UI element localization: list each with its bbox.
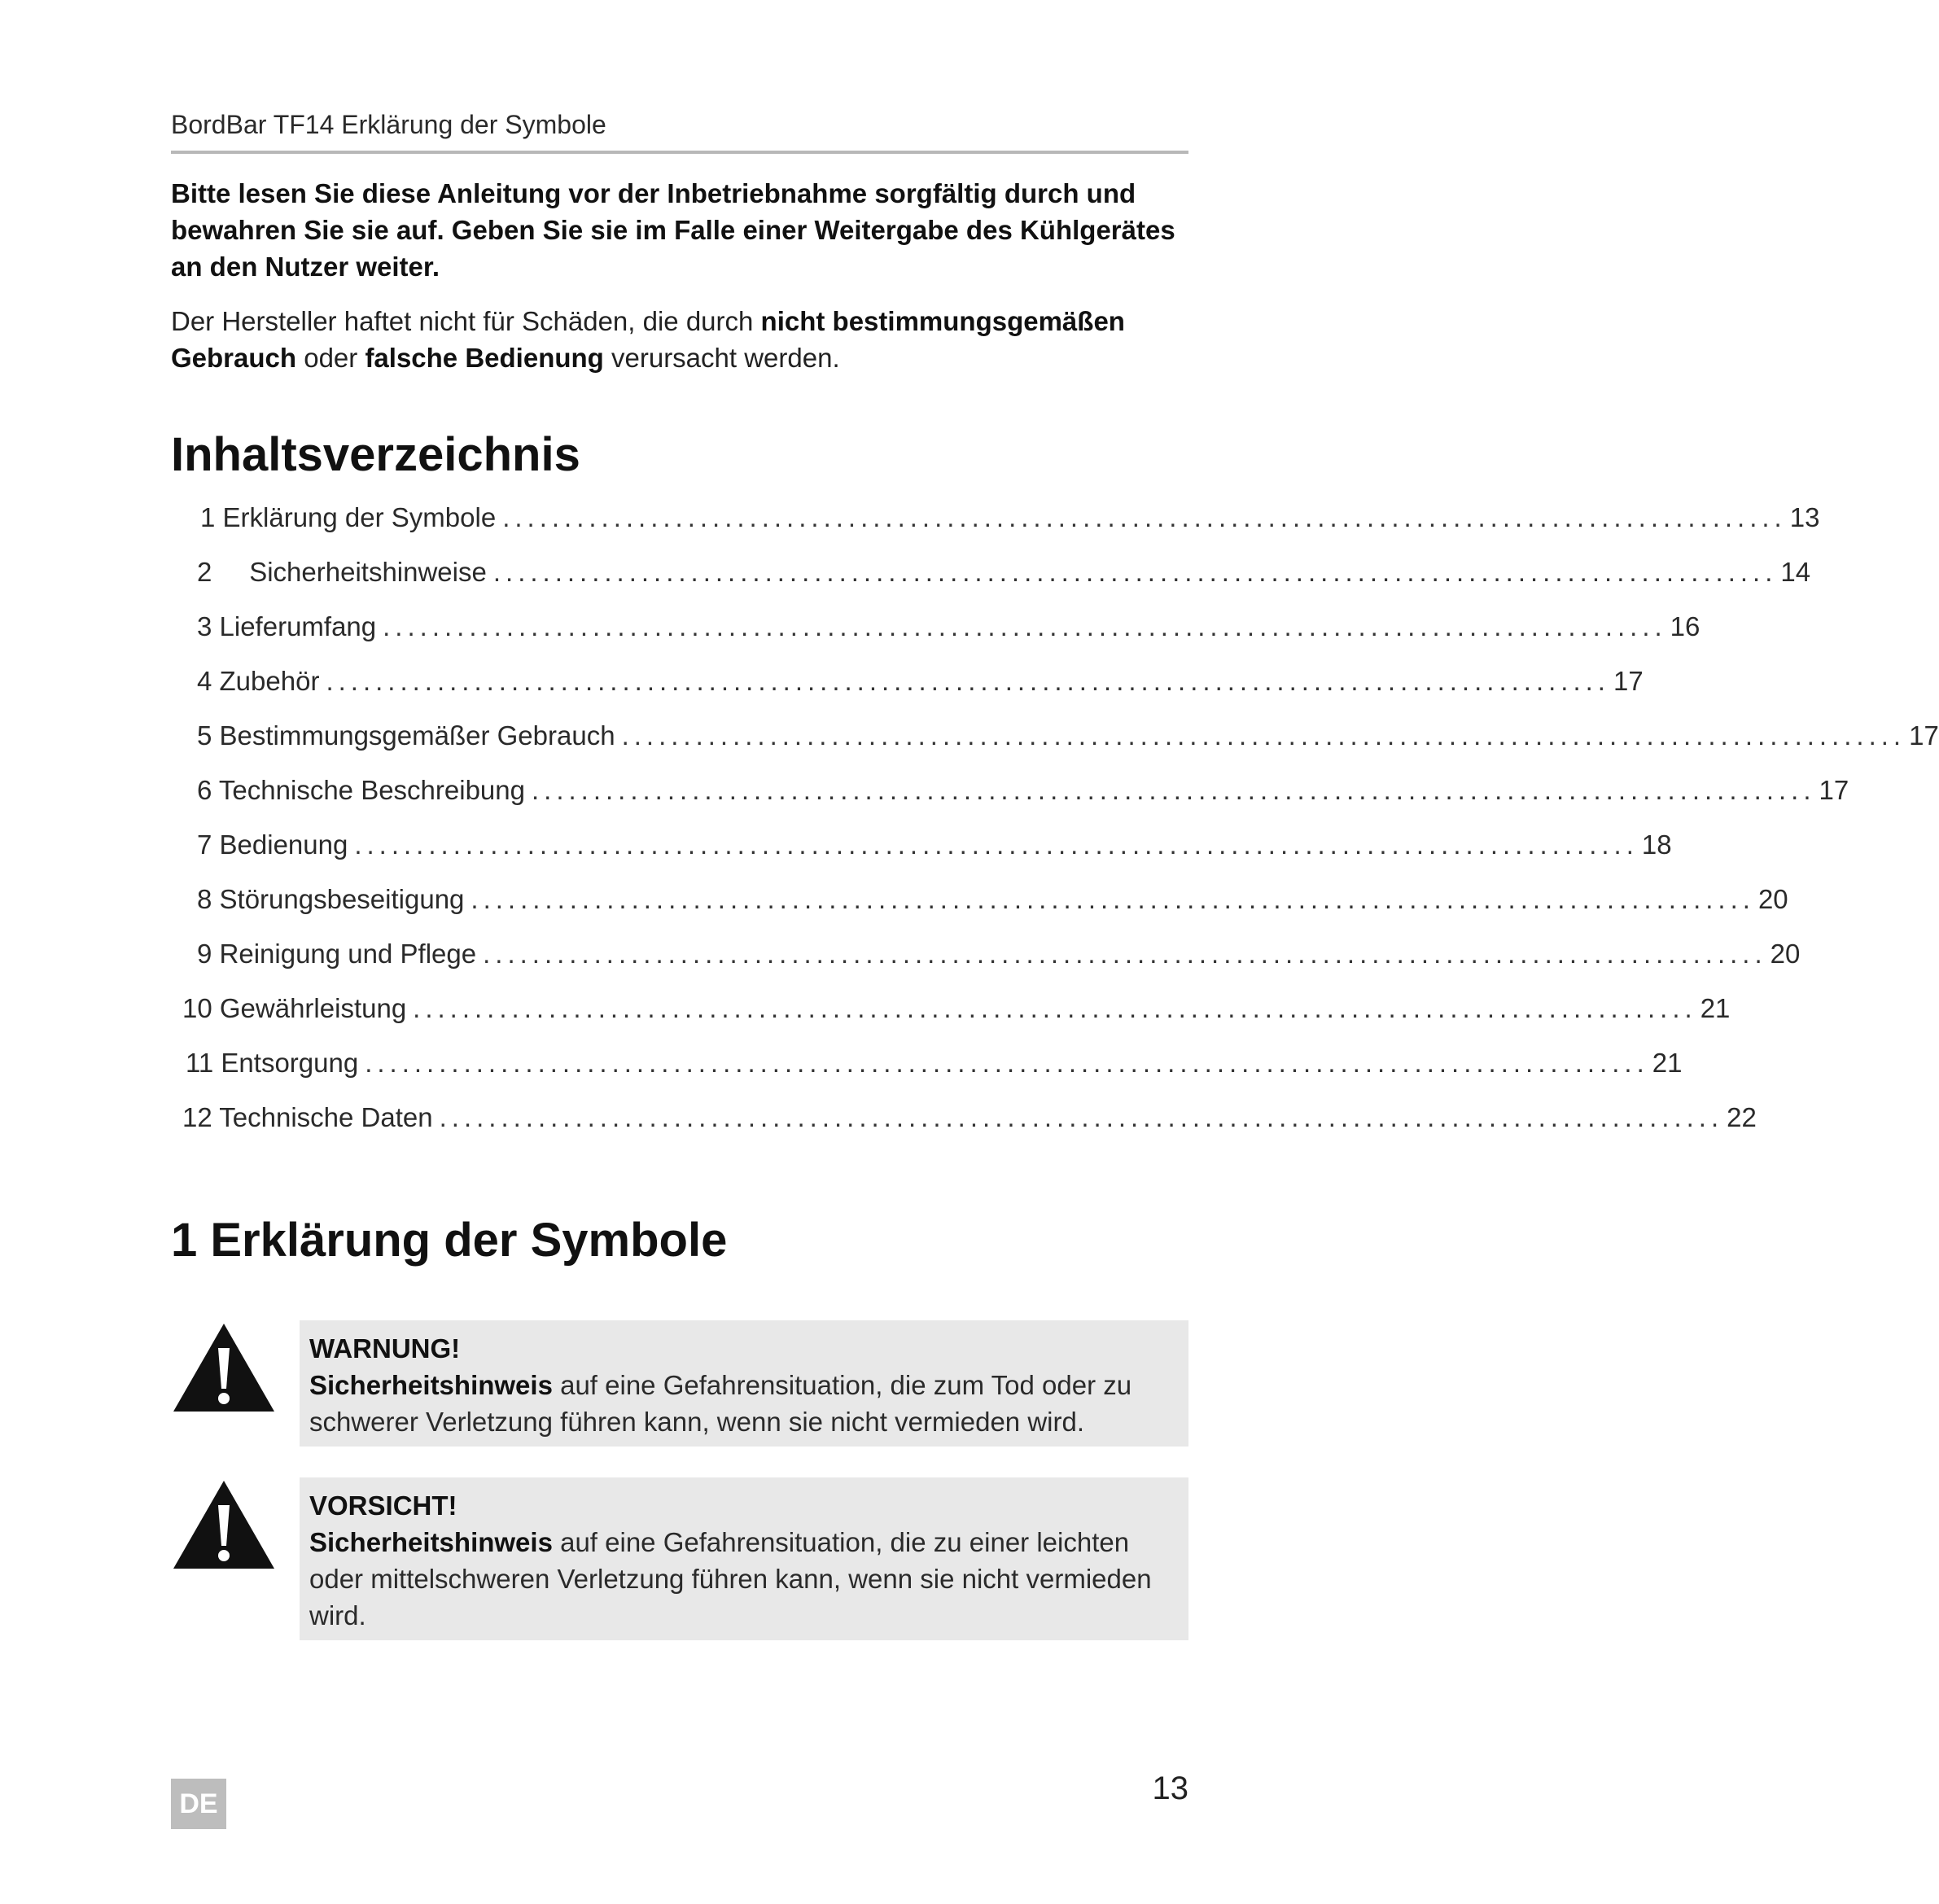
toc-item[interactable] xyxy=(197,611,1700,649)
toc-item-label: 5 Bestimmungsgemäßer Gebrauch xyxy=(197,720,615,751)
toc-item[interactable] xyxy=(197,775,1849,812)
toc-item[interactable] xyxy=(182,1102,1757,1140)
page-header: BordBar TF14 Erklärung der Symbole xyxy=(171,110,606,139)
toc-item-label: 8 Störungsbeseitigung xyxy=(197,884,465,914)
section-heading: 1 Erklärung der Symbole xyxy=(171,1214,728,1267)
intro-notice: Bitte lesen Sie diese Anleitung vor der Inbetriebnahme sorgfältig durch und bewahren Sie sie auf. Geben Sie sie im Falle einer Weitergabe des Kühlgerätes an den Nutzer weiter. xyxy=(171,178,1175,282)
disclaimer-text-3: verursacht werden. xyxy=(603,343,840,373)
toc-leader-dots: ........................................................................................................ xyxy=(383,611,1667,641)
warning-box xyxy=(300,1320,1188,1447)
toc-item-label: 4 Zubehör xyxy=(197,666,320,696)
toc-leader-dots: ........................................................................................................ xyxy=(326,666,1610,696)
disclaimer-bold-2: falsche Bedienung xyxy=(365,343,604,373)
toc-item-page: 21 xyxy=(1652,1048,1683,1078)
toc-item-page: 13 xyxy=(1789,502,1820,532)
toc-item[interactable] xyxy=(197,884,1788,921)
toc-item[interactable] xyxy=(197,666,1644,703)
toc-item-label: 3 Lieferumfang xyxy=(197,611,377,641)
toc-item-page: 14 xyxy=(1780,557,1811,587)
toc-item-label: 12 Technische Daten xyxy=(182,1102,433,1132)
toc-item-page: 17 xyxy=(1909,720,1939,751)
caution-text: auf eine Gefahrensituation, die zu einer leichten oder mittelschweren Verletzung führen kann, wenn sie nicht vermieden wird. xyxy=(309,1527,1152,1630)
disclaimer-text-1: Der Hersteller haftet nicht für Schäden, die durch xyxy=(171,306,761,336)
toc-item[interactable] xyxy=(200,502,1820,540)
warning-triangle-icon xyxy=(171,1477,277,1570)
warning-text: auf eine Gefahrensituation, die zum Tod oder zu schwerer Verletzung führen kann, wenn sie nicht vermieden wird. xyxy=(309,1370,1132,1437)
language-badge: DE xyxy=(171,1779,226,1829)
toc-item-label: 6 Technische Beschreibung xyxy=(197,775,525,805)
toc-leader-dots: ........................................................................................................ xyxy=(413,993,1697,1023)
toc-item[interactable] xyxy=(197,557,1811,594)
warning-title: WARNUNG! xyxy=(309,1333,461,1363)
toc-item-label: 11 Entsorgung xyxy=(186,1048,359,1078)
toc-item-label: 2 Sicherheitshinweise xyxy=(197,557,487,587)
toc-leader-dots: ........................................................................................................ xyxy=(471,884,1755,914)
toc-leader-dots: ........................................................................................................ xyxy=(354,829,1639,860)
toc-item-page: 16 xyxy=(1670,611,1700,641)
toc-item-label: 7 Bedienung xyxy=(197,829,348,860)
toc-leader-dots: ........................................................................................................ xyxy=(532,775,1816,805)
toc-item-label: 10 Gewährleistung xyxy=(182,993,407,1023)
toc-item-page: 20 xyxy=(1770,939,1801,969)
caution-lead: Sicherheitshinweis xyxy=(309,1527,553,1557)
disclaimer xyxy=(171,303,1197,376)
header-divider xyxy=(171,151,1188,154)
toc-heading: Inhaltsverzeichnis xyxy=(171,428,580,481)
toc-item-label: 9 Reinigung und Pflege xyxy=(197,939,477,969)
toc-item[interactable] xyxy=(182,993,1731,1031)
caution-box xyxy=(300,1477,1188,1640)
toc-leader-dots: ........................................................................................................ xyxy=(621,720,1906,751)
toc-leader-dots: ........................................................................................................ xyxy=(502,502,1787,532)
toc-item-label: 1 Erklärung der Symbole xyxy=(200,502,497,532)
toc-item-page: 17 xyxy=(1613,666,1644,696)
warning-lead: Sicherheitshinweis xyxy=(309,1370,553,1400)
warning-triangle-icon xyxy=(171,1320,277,1413)
toc-item-page: 22 xyxy=(1727,1102,1757,1132)
disclaimer-bold-1: nicht bestimmungsgemäßen Gebrauch xyxy=(171,306,1125,373)
caution-title: VORSICHT! xyxy=(309,1490,457,1521)
toc-item-page: 21 xyxy=(1700,993,1731,1023)
disclaimer-text-2: oder xyxy=(296,343,365,373)
toc-item-page: 20 xyxy=(1757,884,1788,914)
toc-leader-dots: ........................................................................................................ xyxy=(483,939,1767,969)
toc-item[interactable] xyxy=(186,1048,1683,1085)
toc-leader-dots: ........................................................................................................ xyxy=(492,557,1778,587)
toc-item[interactable] xyxy=(197,939,1801,976)
toc-leader-dots: ........................................................................................................ xyxy=(365,1048,1649,1078)
toc-item[interactable] xyxy=(197,829,1672,867)
toc-item-page: 18 xyxy=(1641,829,1672,860)
page-number: 13 xyxy=(1152,1771,1188,1806)
toc-leader-dots: ........................................................................................................ xyxy=(439,1102,1724,1132)
toc-item-page: 17 xyxy=(1819,775,1849,805)
toc-item[interactable] xyxy=(197,720,1939,758)
